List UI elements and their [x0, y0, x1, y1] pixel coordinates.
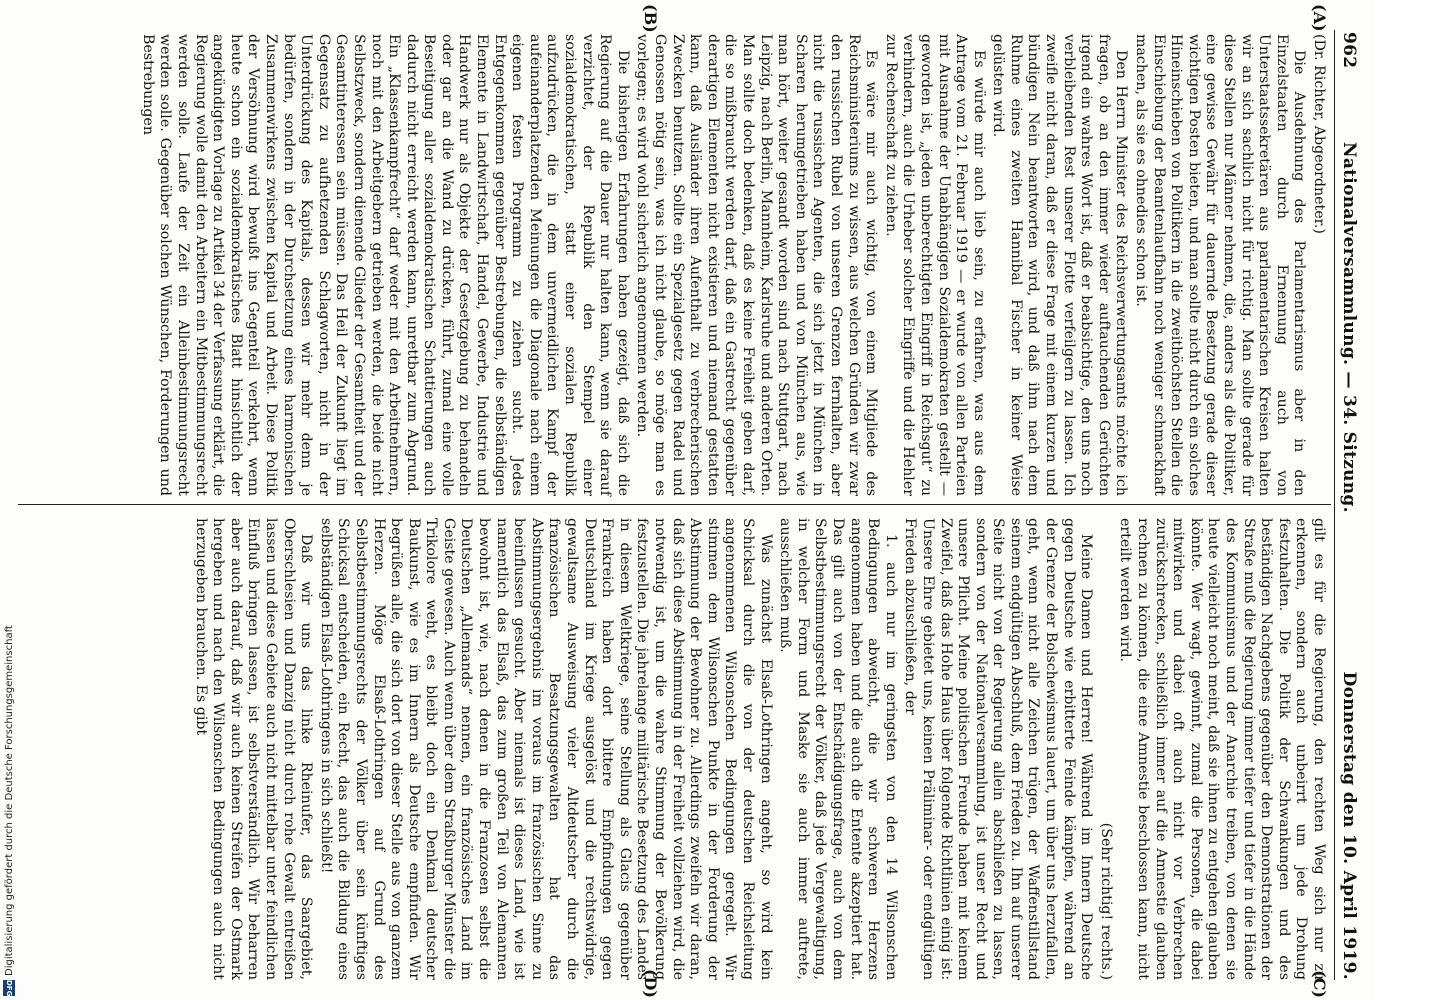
right-column — [189, 518, 1327, 980]
paragraph: Es wäre mir auch wichtig, von einem Mitgliede des Reichsministeriums zu wissen, aus welchen Gründen wir zwar den russischen Rubel von unseren Grenzen fernhalten, aber nicht die russischen Agenten, die sich jetzt in München in Scharen herumgetrieben haben und von München aus, wie man hört, weiter gesandt worden sind nach Stuttgart, nach Leipzig, nach Berlin, Mannheim, Karlsruhe und anderen Orten. Man sollte doch bedenken, daß es keine Freiheit geben darf, die so mißbraucht werden darf, daß ein Gastrecht gegenüber derartigen Elementen nicht existieren und niemand gestatten kann, daß Ausländer ihren Aufenthalt zu verbrecherischen Zwecken benutzen. Sollte ein Spezialgesetz gegen Radel und Genossen nötig sein, was ich nicht glaube, so möge man es vorlegen; es wird wohl sicherlich angenommen werden. — [634, 34, 880, 496]
paragraph: Was zunächst Elsaß-Lothringen angeht, so wird kein Schicksal durch die von der deutschen Reichsleitung angenommenen Wilsonschen Bedingungen geregelt. Wir stimmen dem Wilsonschen Punkte in der Forderung der Abstimmung der Bewohner zu. Allerdings zweifeln wir daran, daß sich diese Abstimmung in der Freiheit vollziehen wird, die notwendig ist, um die wahre Stimmung der Bevölkerung festzustellen. Die jahrelange militärische Besetzung des Landes in diesem Weltkriege, seine Stellung als Glacis gegenüber Frankreich haben dort bittere Empfindungen gegen Deutschland im Kriege ausgelöst und die rechtswidrige, gewaltsame Ausweisung vieler Altdeutscher durch die französischen Besatzungsgewalten hat das Abstimmungsergebnis im voraus im französischen Sinne zu beeinflussen gesucht. Aber niemals ist dieses Land, wie ist namentlich das Elsaß, das zum großen Teil von Alemannen bewohnt ist, wie, nach denen in die Franzosen selbst die Deutschen „Allemands“ nennen, ein französisches Land im Geiste gewesen. Auch wenn über dem Straßburger Münster die Trikolore weht, es bleibt doch ein Denkmal deutscher Baukunst, wie es im Innern als Deutsche empfinden. Wir begrüßen alle, die sich dort von dieser Stelle aus von ganzem Herzen. Möge Elsaß-Lothringen auf Grund des Selbstbestimmungsrechts der Völker über sein künftiges Schicksal entscheiden, ein Recht, das auch die Bildung eines selbständigen Elsaß-Lothringens in sich schließt! — [317, 518, 774, 980]
funding-note: Digitalisierung gefördert durch die Deutsche Forschungsgemeinschaft — [4, 625, 15, 976]
marker-c: (C) — [1310, 970, 1329, 998]
column-divider — [18, 504, 1331, 505]
marker-a: (A) — [1310, 4, 1329, 32]
speaker-line: (Dr. Richter, Abgeordneter.) — [1311, 34, 1327, 234]
page-number: 962 — [1339, 32, 1359, 69]
paragraph: Die bisherigen Erfahrungen haben gezeigt, daß sich die Regierung auf die Dauer nur halten kann, wenn sie darauf verzichtet, der Republik den Stempel einer sozialdemokratischen, statt einer sozialen Republik aufzudrücken, die in dem unvermeidlichen Kampf der aufeinanderplatzenden Meinungen die Diagonale nach einem eigenen festen Programm zu ziehen sucht. Jedes Entgegenkommen gegenüber Bestrebungen, die selbständigen Elemente in Landwirtschaft, Handel, Gewerbe, Industrie und Handwerk nur als Objekte der Gesetzgebung zu behandeln oder gar an die Wand zu drücken, führt, zumal eine volle Beseitigung aller sozialdemokratischen Schattierungen auch dadurch nicht erreicht werden kann, unrettbar zum Abgrund. Ein „Klassenkampfrecht“ darf weder mit den Arbeitnehmern, noch mit den Arbeitgebern getrieben werden, die beide nicht Selbstzweck, sondern dienende Glieder der Gesamtheit und der Gesamtinteressen sein müssen. Das Heil der Zukunft liegt im Gegensatz zu aufhetzenden Schlagworten, nicht in der Unterdrückung des Kapitals, dessen wir mehr denn je bedürfen, sondern in der Durchsetzung eines harmonischen Zusammenwirkens zwischen Kapital und Arbeit. Diese Politik der Versöhnung wird bewußt ins Gegenteil verkehrt, wenn heute schon ein sozialdemokratisches Blatt hinsichtlich der angekündigten Vorlage zu Artikel 34 der Verfassung erklärt, die Regierung wolle damit den Arbeitern ein Mitbestimmungsrecht werden solle. Laufe der Zeit ein Alleinbestimmungsrecht werden solle. Gegenüber solchen Wünschen, Forderungen und Bestrebungen — [139, 34, 631, 496]
marker-d: (D) — [641, 968, 660, 998]
left-column — [136, 34, 1327, 496]
header-rule — [1334, 30, 1335, 980]
paragraph: gilt es für die Regierung, den rechten Weg sich nur zu erkennen, sondern auch unbeirrt um jede Drohung festzuhalten. Die Politik der Schwankungen und des beständigen Nachgebens gegenüber den Demonstrationen der Straße muß die Regierung immer tiefer und tiefer in die Hände des Kommunismus und der Anarchie treiben, von denen sie heute vielleicht noch meint, daß sie ihnen zu entgehen glauben könnte. Wer wagt, gewinnt, zumal die Personen, die dabei mitwirken und dabei oft auch nicht vor Verbrechen zurückschrecken, schließlich immer auf die Amnestie glauben rechnen zu können, die eine Amnestie beschlossen kann, nicht erteilt werden wird. — [1117, 518, 1327, 980]
paragraph: Die Ausdehnung des Parlamentarismus aber in den Einzelstaaten durch Ernennung auch von Unterstaatssekretären aus parlamentarischen Kreisen halten wir an sich sachlich nicht für richtig. Man sollte gerade für diese Stellen nur Männer nehmen, die, anders als die Politiker, eine gewisse Gewähr für dauernde Besetzung gerade dieser wichtigen Posten bieten, und man sollte nicht durch ein solches Hineinschieben von Politikern in die zweithöchsten Stellen die Einschiebung der Beamtenlaufbahn noch weniger schmackhaft machen, als sie es ohnedies schon ist. — [1133, 34, 1308, 496]
paragraph: Es würde mir auch lieb sein, zu erfahren, was aus dem Antrage vom 21. Februar 1919 — er wurde von allen Parteien mit Ausnahme der Unabhängigen Sozialdemokraten gestellt — geworden ist, „jeden unberechtigten Eingriff in Reichsgut“ zu verhindern, auch die Urheber solcher Eingriffe und die Hehler zur Rechenschaft zu ziehen. — [882, 34, 987, 496]
page-header — [1333, 32, 1361, 980]
session-date: Donnerstag den 10. April 1919. — [1339, 671, 1359, 980]
dfg-logo-icon: DFG — [5, 979, 13, 997]
interjection: (Sehr richtig! rechts.) — [1097, 822, 1114, 980]
paragraph: Daß wir uns das linke Rheinufer, das Saargebiet, Oberschlesien und Danzig nicht durch rohe Gewalt entreißen lassen und diese Gebiete auch nicht mittelbar unter feindlichen Einfluß bringen lassen, ist selbstverständlich. Wir beharren aber auch darauf, daß wir auch keinen Streifen der Ostmark hergeben und nach den Wilsonschen Bedingungen auch nicht herzugeben brauchen. Es gibt — [192, 518, 315, 980]
paragraph: Meine Damen und Herren! Während im Innern Deutsche gegen Deutsche wie erbitterte Feinde kämpfen, während an der Grenze der Bolschewismus lauert, um über uns herzufallen, geht, wenn nicht alle Zeichen trügen, der Waffenstillstand seinem endgültigen Abschluß, dem Frieden zu. Ihn auf unserer Seite nicht von der Regierung allein abschließen zu lassen, sondern von der Nationalversammlung, ist unser Recht und unsere Pflicht. Meine politischen Freunde haben mit keinem Zweifel, daß das Hohe Haus über folgende Richtlinien einig ist: Unsere Ehre gebietet uns, keinen Präliminar- oder endgültigen Frieden abzuschließen, der — [902, 518, 1095, 980]
session-title: Nationalversammlung. — 34. Sitzung. — [1339, 142, 1359, 513]
marker-b: (B) — [641, 4, 660, 33]
paragraph: 1. auch nur im geringsten von den 14 Wilsonschen Bedingungen abweicht, die wir schweren Herzens angenommen haben und die auch die Entente akzeptiert hat. Das gilt auch von der Entschädigungsfrage, auch von dem Selbstbestimmungsrecht der Völker, daß jede Vergewaltigung, in welcher Form und Maske sie auch immer auftrete, ausschließen muß. — [777, 518, 899, 980]
paragraph: Den Herrn Minister des Reichsverwertungsamts möchte ich fragen, ob an den immer wieder auftauchenden Gerüchten irgend ein wahres Wort ist, daß er beabsichtige, den uns noch verbleibenden Rest unserer Flotte verfeilgern zu lassen. Ich zweifle nicht daran, daß er diese Frage mit einem kurzen und bündigen Nein beantworten wird, und daß ihm nach dem Ruhme eines zweiten Hannibal Fischer in keiner Weise gelüsten wird. — [990, 34, 1130, 496]
funding-sidebar — [2, 0, 16, 1000]
